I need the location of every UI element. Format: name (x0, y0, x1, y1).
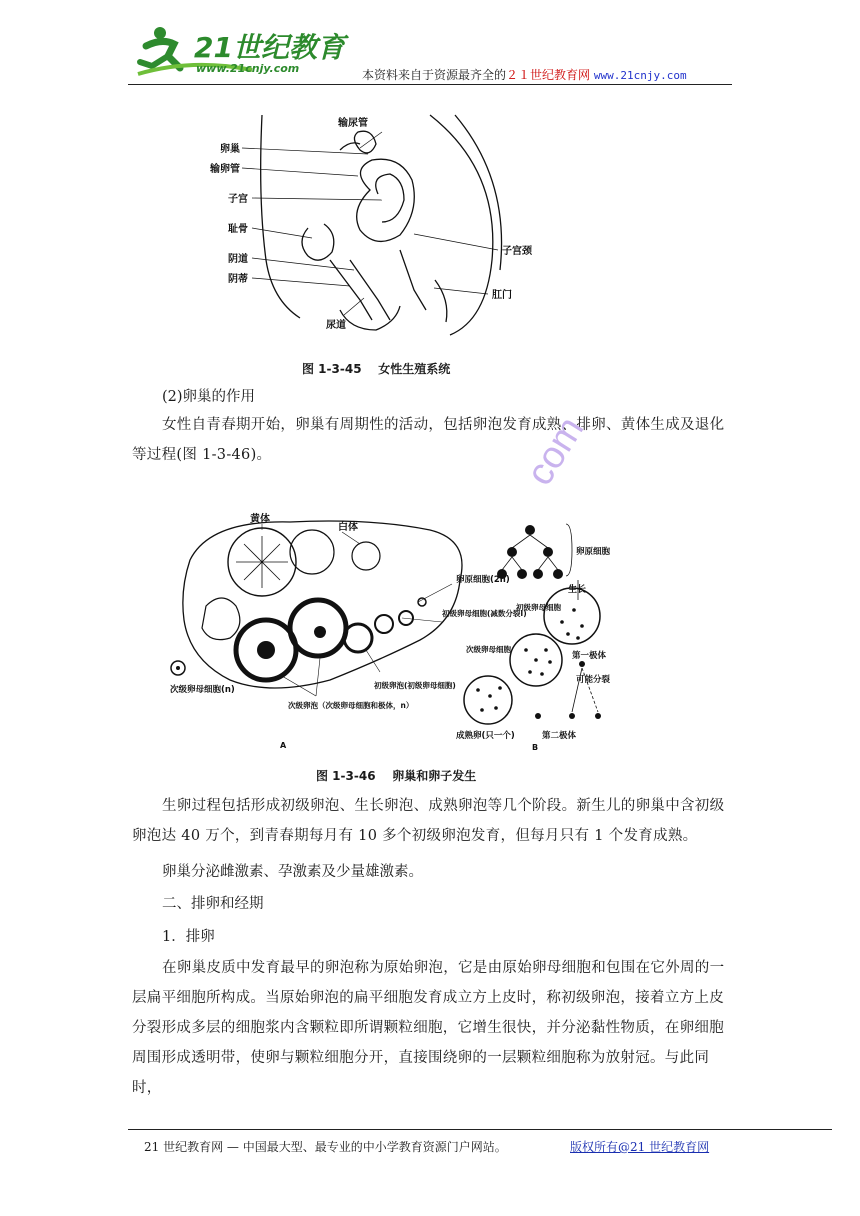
label-uterus: 子宫 (228, 194, 248, 205)
figure-female-reproductive-system (200, 110, 550, 345)
label-may-divide: 可能分裂 (576, 675, 610, 685)
label-ovary: 卵巢 (220, 144, 240, 155)
source-prefix: 本资料来自于资源最齐全的 (362, 68, 507, 82)
section-ovulation-menstruation: 二、排卵和经期 (162, 896, 264, 912)
logo-title: 21世纪教育 (194, 31, 345, 64)
label-corpus-albicans: 白体 (338, 522, 358, 533)
label-first-polar-body: 第一极体 (572, 651, 607, 661)
label-ureter: 输尿管 (338, 118, 368, 129)
label-secondary-oocyte-n: 次级卵母细胞(n) (170, 685, 235, 695)
source-site-link[interactable]: ２１世纪教育网 (506, 68, 591, 82)
subsection-ovulation: 1．排卵 (162, 929, 215, 945)
label-mature-egg: 成熟卵(只一个) (456, 731, 515, 741)
section-ovary-function: (2)卵巢的作用 (162, 389, 256, 405)
label-corpus-luteum: 黄体 (250, 514, 270, 525)
source-url-link[interactable]: www.21cnjy.com (593, 69, 687, 82)
paragraph-hormones: 卵巢分泌雌激素、孕激素及少量雄激素。 (162, 864, 423, 880)
label-growth: 生长 (568, 585, 587, 595)
label-cervix: 子宫颈 (502, 246, 532, 257)
footer-text: 21 世纪教育网 — 中国最大型、最专业的中小学教育资源门户网站。 (144, 1140, 507, 1154)
figure1-caption: 图 1-3-45 女性生殖系统 (302, 362, 451, 376)
site-logo[interactable] (132, 22, 345, 80)
footer-copyright-link[interactable]: 版权所有@21 世纪教育网 (570, 1140, 710, 1154)
label-labia: 阴蒂 (228, 274, 248, 285)
label-oviduct: 输卵管 (210, 164, 240, 175)
label-anus: 肛门 (492, 290, 512, 301)
label-vagina: 阴道 (228, 254, 248, 265)
label-secondary-follicle: 次级卵泡（次级卵母细胞和极体，n） (288, 701, 414, 710)
header-rule (128, 84, 732, 85)
watermark: com (518, 409, 593, 493)
logo-url: www.21cnjy.com (196, 62, 300, 75)
label-urethra: 尿道 (326, 320, 346, 331)
paragraph-ovary: 女性自青春期开始，卵巢有周期性的活动，包括卵泡发育成熟、排卵、黄体生成及退化等过程(图 1-3-46)。 (132, 417, 725, 463)
label-primary-oocyte: 初级卵母细胞 (516, 603, 561, 612)
label-primary-follicle: 初级卵泡(初级卵母细胞) (374, 681, 456, 690)
figure2-caption: 图 1-3-46 卵巢和卵子发生 (316, 769, 477, 783)
header-source (362, 66, 687, 83)
label-pubis: 耻骨 (228, 224, 248, 235)
label-secondary-oocyte: 次级卵母细胞 (466, 645, 511, 654)
footer-rule (128, 1129, 832, 1130)
label-panel-b: B (532, 743, 539, 752)
paragraph-stages: 生卵过程包括形成初级卵泡、生长卵泡、成熟卵泡等几个阶段。新生儿的卵巢中含初级卵泡达 40 万个，到青春期每月有 10 多个初级卵泡发育，但每月只有 1 个发育成熟。 (132, 798, 725, 844)
label-panel-a: A (280, 741, 287, 750)
label-second-polar-body: 第二极体 (542, 731, 577, 741)
label-oogonium-2n: 卵原细胞(2n) (456, 575, 510, 585)
figure-ovary-oogenesis (170, 510, 610, 755)
label-primary-oocyte-meiosis: 初级卵母细胞(减数分裂Ⅰ) (442, 609, 527, 618)
label-oogonium: 卵原细胞 (576, 547, 610, 557)
paragraph-ovulation: 在卵巢皮质中发育最早的卵泡称为原始卵泡，它是由原始卵母细胞和包围在它外周的一层扁平细胞所构成。当原始卵泡的扁平细胞发育成立方上皮时，称初级卵泡，接着立方上皮分裂形成多层的细胞浆内含颗粒即所谓颗粒细胞，它增生很快，并分泌黏性物质，在卵细胞周围形成透明带，使卵与颗粒细胞分开，直接围绕卵的一层颗粒细胞称为放射冠。与此同时， (132, 960, 725, 1096)
